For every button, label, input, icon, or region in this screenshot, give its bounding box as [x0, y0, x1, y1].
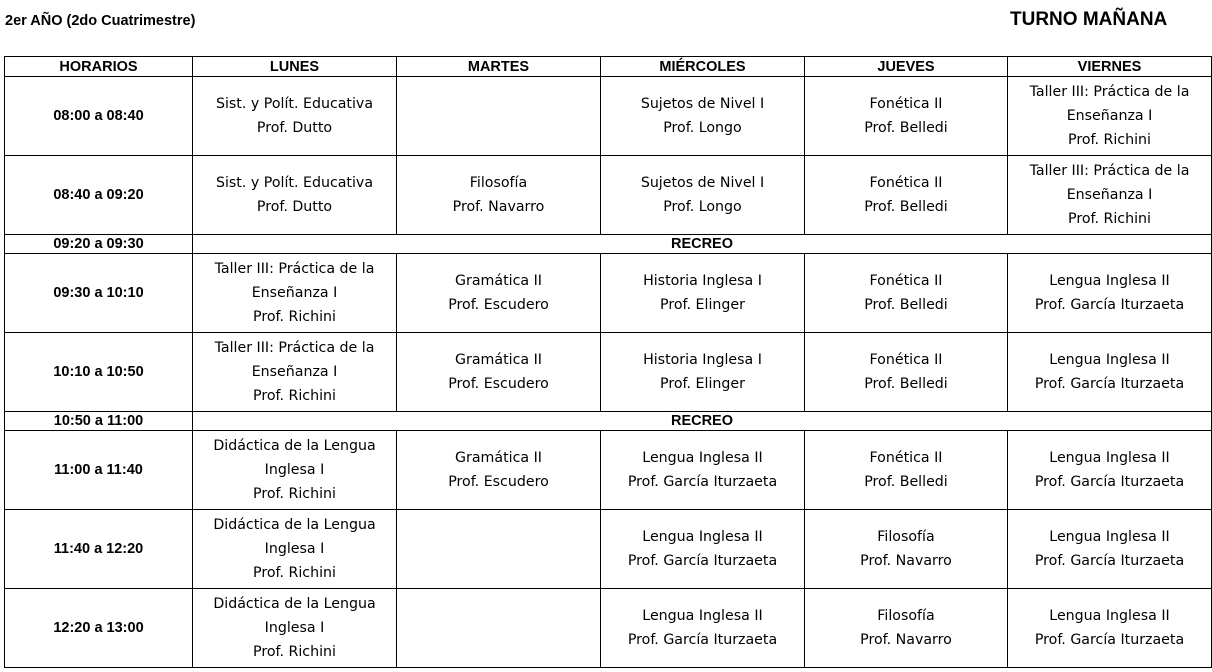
time-slot: 10:50 a 11:00 [5, 412, 193, 431]
class-cell-viernes [1008, 333, 1212, 412]
subject-name: Fonética II [869, 352, 943, 368]
class-cell-jueves [805, 156, 1008, 235]
class-cell-lunes [193, 333, 397, 412]
teacher-name: Prof. Elinger [660, 376, 745, 392]
subject-name: Lengua Inglesa II [642, 608, 763, 624]
teacher-name: Prof. García Iturzaeta [1034, 474, 1185, 490]
class-cell-martes [397, 77, 601, 156]
subject-name: Fonética II [869, 450, 943, 466]
subject-name: Sujetos de Nivel I [640, 175, 765, 191]
subject-name: Lengua Inglesa II [642, 450, 763, 466]
teacher-name: Prof. Belledi [864, 120, 948, 136]
break-label: RECREO [193, 412, 1212, 431]
teacher-name: Prof. Longo [663, 199, 742, 215]
teacher-name: Prof. García Iturzaeta [1034, 632, 1185, 648]
subject-name: Inglesa I [264, 620, 325, 636]
teacher-name: Prof. Belledi [864, 376, 948, 392]
class-cell-jueves [805, 589, 1008, 668]
subject-name: Taller III: Práctica de la [1029, 84, 1190, 100]
time-slot: 11:00 a 11:40 [5, 431, 193, 510]
class-cell-jueves [805, 333, 1008, 412]
class-cell-viernes [1008, 156, 1212, 235]
column-header-lunes: LUNES [193, 57, 397, 77]
column-header-martes: MARTES [397, 57, 601, 77]
subject-name: Filosofía [469, 175, 528, 191]
time-slot: 08:40 a 09:20 [5, 156, 193, 235]
class-cell-martes [397, 254, 601, 333]
subject-name: Fonética II [869, 96, 943, 112]
teacher-name: Prof. Richini [253, 565, 336, 581]
class-cell-miercoles [601, 589, 805, 668]
class-cell-lunes [193, 156, 397, 235]
class-cell-martes [397, 589, 601, 668]
subject-name: Lengua Inglesa II [1049, 450, 1170, 466]
class-cell-miercoles [601, 77, 805, 156]
teacher-name: Prof. Richini [253, 644, 336, 660]
subject-name: Sist. y Polít. Educativa [215, 175, 374, 191]
subject-name: Didáctica de la Lengua [213, 517, 376, 533]
subject-name: Gramática II [455, 273, 542, 289]
teacher-name: Prof. García Iturzaeta [1034, 297, 1185, 313]
subject-name: Gramática II [455, 352, 542, 368]
teacher-name: Prof. Richini [1068, 132, 1151, 148]
teacher-name: Prof. Richini [253, 309, 336, 325]
class-cell-viernes [1008, 77, 1212, 156]
subject-name: Lengua Inglesa II [1049, 608, 1170, 624]
time-slot: 09:20 a 09:30 [5, 235, 193, 254]
teacher-name: Prof. García Iturzaeta [627, 553, 778, 569]
teacher-name: Prof. García Iturzaeta [1034, 553, 1185, 569]
subject-name: Sujetos de Nivel I [640, 96, 765, 112]
teacher-name: Prof. García Iturzaeta [627, 474, 778, 490]
subject-name: Filosofía [877, 608, 935, 624]
class-cell-viernes [1008, 589, 1212, 668]
class-cell-miercoles [601, 333, 805, 412]
column-header-miercoles: MIÉRCOLES [601, 57, 805, 77]
class-cell-martes [397, 156, 601, 235]
subject-name: Lengua Inglesa II [1049, 352, 1170, 368]
class-cell-lunes [193, 77, 397, 156]
class-cell-jueves [805, 431, 1008, 510]
time-slot: 12:20 a 13:00 [5, 589, 193, 668]
teacher-name: Prof. Richini [253, 486, 336, 502]
teacher-name: Prof. Escudero [448, 474, 549, 490]
teacher-name: Prof. Navarro [860, 632, 952, 648]
class-cell-jueves [805, 510, 1008, 589]
subject-name: Historia Inglesa I [643, 273, 762, 289]
subject-name: Fonética II [869, 175, 943, 191]
class-row [5, 589, 1212, 668]
subject-name: Lengua Inglesa II [1049, 273, 1170, 289]
class-cell-miercoles [601, 431, 805, 510]
class-row [5, 254, 1212, 333]
time-slot: 08:00 a 08:40 [5, 77, 193, 156]
class-row [5, 333, 1212, 412]
shift-label: TURNO MAÑANA [1010, 9, 1168, 30]
subject-name: Enseñanza I [1066, 108, 1153, 124]
teacher-name: Prof. Belledi [864, 474, 948, 490]
teacher-name: Prof. Belledi [864, 199, 948, 215]
class-cell-viernes [1008, 510, 1212, 589]
schedule-table [4, 56, 1212, 668]
column-header-horarios: HORARIOS [5, 57, 193, 77]
break-label: RECREO [193, 235, 1212, 254]
subject-name: Inglesa I [264, 462, 325, 478]
teacher-name: Prof. García Iturzaeta [627, 632, 778, 648]
break-row [5, 235, 1212, 254]
subject-name: Fonética II [869, 273, 943, 289]
class-cell-miercoles [601, 254, 805, 333]
class-cell-lunes [193, 431, 397, 510]
subject-name: Historia Inglesa I [643, 352, 762, 368]
subject-name: Lengua Inglesa II [1049, 529, 1170, 545]
teacher-name: Prof. Richini [1068, 211, 1151, 227]
class-cell-lunes [193, 254, 397, 333]
column-header-jueves: JUEVES [805, 57, 1008, 77]
subject-name: Didáctica de la Lengua [213, 438, 376, 454]
class-cell-martes [397, 510, 601, 589]
class-row [5, 156, 1212, 235]
class-cell-lunes [193, 510, 397, 589]
time-slot: 11:40 a 12:20 [5, 510, 193, 589]
teacher-name: Prof. García Iturzaeta [1034, 376, 1185, 392]
break-row [5, 412, 1212, 431]
class-row [5, 77, 1212, 156]
page-title: 2er AÑO (2do Cuatrimestre) [5, 13, 196, 29]
class-row [5, 510, 1212, 589]
class-cell-martes [397, 333, 601, 412]
teacher-name: Prof. Escudero [448, 376, 549, 392]
subject-name: Enseñanza I [1066, 187, 1153, 203]
class-cell-martes [397, 431, 601, 510]
subject-name: Lengua Inglesa II [642, 529, 763, 545]
subject-name: Filosofía [877, 529, 935, 545]
teacher-name: Prof. Elinger [660, 297, 745, 313]
class-cell-miercoles [601, 510, 805, 589]
subject-name: Didáctica de la Lengua [213, 596, 376, 612]
class-cell-lunes [193, 589, 397, 668]
subject-name: Sist. y Polít. Educativa [215, 96, 374, 112]
teacher-name: Prof. Richini [253, 388, 336, 404]
header-row [5, 57, 1212, 77]
class-cell-jueves [805, 77, 1008, 156]
subject-name: Gramática II [455, 450, 542, 466]
class-row [5, 431, 1212, 510]
teacher-name: Prof. Navarro [860, 553, 952, 569]
subject-name: Taller III: Práctica de la [214, 340, 375, 356]
teacher-name: Prof. Longo [663, 120, 742, 136]
teacher-name: Prof. Dutto [256, 120, 333, 136]
class-cell-jueves [805, 254, 1008, 333]
column-header-viernes: VIERNES [1008, 57, 1212, 77]
time-slot: 10:10 a 10:50 [5, 333, 193, 412]
teacher-name: Prof. Escudero [448, 297, 549, 313]
class-cell-miercoles [601, 156, 805, 235]
teacher-name: Prof. Navarro [452, 199, 545, 215]
class-cell-viernes [1008, 254, 1212, 333]
subject-name: Enseñanza I [251, 364, 338, 380]
teacher-name: Prof. Belledi [864, 297, 948, 313]
subject-name: Taller III: Práctica de la [214, 261, 375, 277]
schedule-body [5, 77, 1212, 668]
teacher-name: Prof. Dutto [256, 199, 333, 215]
time-slot: 09:30 a 10:10 [5, 254, 193, 333]
class-cell-viernes [1008, 431, 1212, 510]
subject-name: Taller III: Práctica de la [1029, 163, 1190, 179]
subject-name: Inglesa I [264, 541, 325, 557]
subject-name: Enseñanza I [251, 285, 338, 301]
